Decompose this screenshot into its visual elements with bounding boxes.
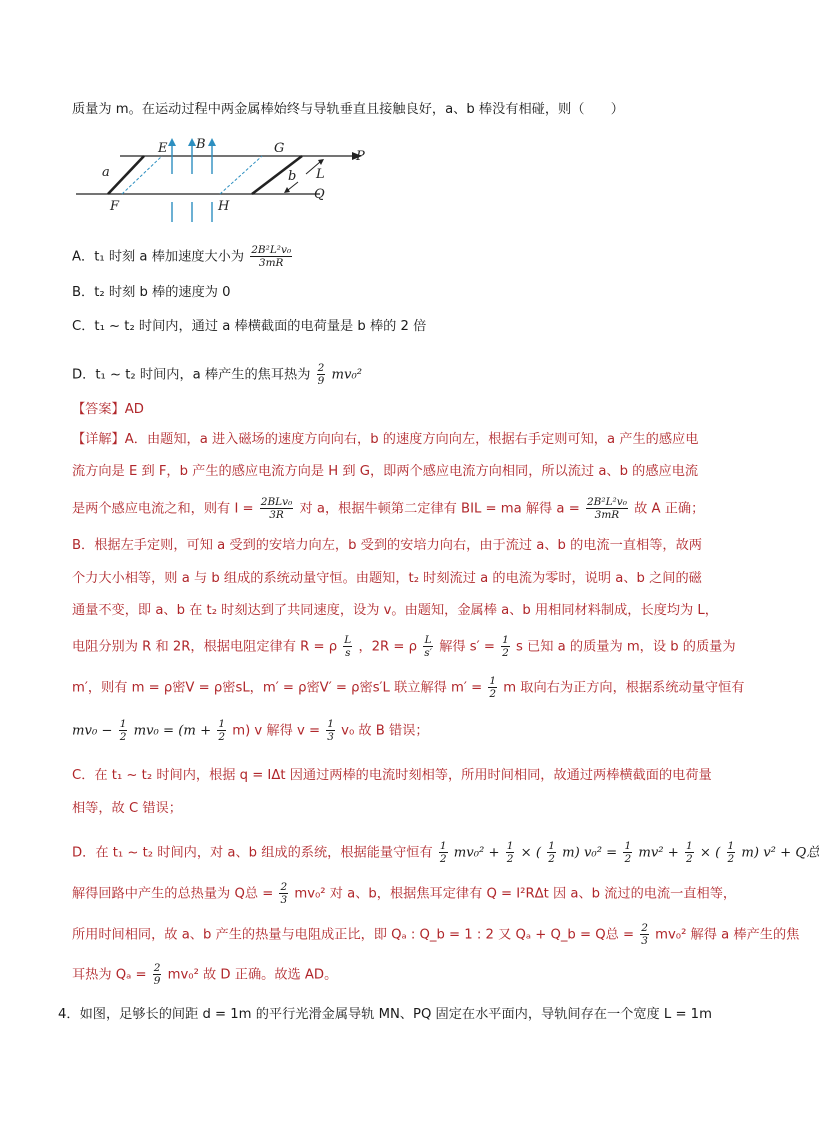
detail-line-11: 相等，故 C 错误；	[72, 801, 182, 816]
detail-line-12: D．在 t₁ ~ t₂ 时间内，对 a、b 组成的系统，根据能量守恒有 $\frac{1}{2}$ mv₀² + $\frac{1}{2}$ × ( $\frac{1}{2}$ m) v₀² = $\frac{1}{2}$ mv² + $\frac{1}{2}$ × ( $\frac{1}{2}$ m) v² + Q总	[72, 840, 819, 865]
detail-line-8: m′，则有 m = ρ密V = ρ密sL，m′ = ρ密V′ = ρ密s′L 联立解得 m′ = $\frac{1}{2}$ m 取向右为正方向，根据系统动量守恒有	[72, 675, 745, 700]
l-arrowhead-down	[284, 187, 290, 193]
detail-line-5: 个力大小相等，则 a 与 b 组成的系统动量守恒。由题知，t₂ 时刻流过 a 的电流为零时，说明 a、b 之间的磁	[72, 571, 702, 586]
label-b: B	[196, 137, 206, 152]
detail-line-4: B．根据左手定则，可知 a 受到的安培力向左，b 受到的安培力向右，由于流过 a、b 的电流一直相等，故两	[72, 538, 702, 553]
option-d-suffix: mv₀²	[331, 367, 363, 383]
option-a-text: A．t₁ 时刻 a 棒加速度大小为	[72, 249, 245, 265]
label-l: L	[316, 167, 325, 182]
rail-diagram	[72, 130, 372, 230]
option-d	[72, 362, 362, 387]
label-q: Q	[314, 187, 325, 202]
label-f: F	[110, 199, 120, 214]
detail-line-6: 通量不变，即 a、b 在 t₂ 时刻达到了共同速度，设为 v。由题知，金属棒 a、b 用相同材料制成，长度均为 L，	[72, 603, 718, 618]
label-a: a	[102, 165, 110, 180]
field-arrowhead-2	[188, 138, 196, 146]
label-bar-b: b	[288, 169, 297, 184]
bar-a	[108, 156, 144, 194]
question-intro: 质量为 m。在运动过程中两金属棒始终与导轨垂直且接触良好，a、b 棒没有相碰，则（ ）	[72, 102, 624, 117]
answer-label: 【答案】AD	[72, 402, 144, 417]
detail-line-15: 耳热为 Qₐ = $\frac{2}{9}$ mv₀² 故 D 正确。故选 AD。	[72, 962, 338, 987]
next-question: 4．如图，足够长的间距 d = 1m 的平行光滑金属导轨 MN、PQ 固定在水平面内，导轨间存在一个宽度 L = 1m	[58, 1007, 712, 1022]
option-d-text: D．t₁ ~ t₂ 时间内，a 棒产生的焦耳热为	[72, 367, 311, 383]
option-a-fraction: $\frac{\text{2B²L²v₀}}{3mR}$	[251, 244, 292, 269]
boundary-gh	[220, 156, 262, 194]
field-arrowhead-1	[168, 138, 176, 146]
option-c: C．t₁ ~ t₂ 时间内，通过 a 棒横截面的电荷量是 b 棒的 2 倍	[72, 319, 427, 334]
option-a	[72, 244, 294, 269]
detail-line-14: 所用时间相同，故 a、b 产生的热量与电阻成正比，即 Qₐ : Q_b = 1 : 2 又 Qₐ + Q_b = Q总 = $\frac{2}{3}$ mv₀² 解得 a 棒产生的焦	[72, 922, 800, 947]
detail-line-1: 【详解】A．由题知，a 进入磁场的速度方向向右，b 的速度方向向左，根据右手定则可知，a 产生的感应电	[72, 432, 699, 447]
field-arrowhead-3	[208, 138, 216, 146]
detail-line-2: 流方向是 E 到 F，b 产生的感应电流方向是 H 到 G，即两个感应电流方向相同，所以流过 a、b 的感应电流	[72, 464, 699, 479]
label-h: H	[218, 199, 230, 214]
detail-line-3: 是两个感应电流之和，则有 I = $\frac{\text{2BLv₀}}{3R}$ 对 a，根据牛顿第二定律有 BIL = ma 解得 a = $\frac{\text{2B²L²v₀}}{3mR}$ 故 A 正确；	[72, 496, 705, 521]
option-b: B．t₂ 时刻 b 棒的速度为 0	[72, 285, 231, 300]
boundary-ef	[122, 156, 162, 194]
option-d-fraction: $\frac{2}{9}$	[317, 362, 325, 387]
l-arrowhead-up	[318, 159, 324, 165]
label-p: P	[356, 149, 365, 164]
label-e: E	[158, 141, 168, 156]
label-g: G	[274, 141, 285, 156]
detail-line-7: 电阻分别为 R 和 2R，根据电阻定律有 R = ρ $\frac{L}{s}$ ，2R = ρ $\frac{L}{s'}$ 解得 s′ = $\frac{1}{2}$ s 已知 a 的质量为 m，设 b 的质量为	[72, 634, 736, 659]
detail-line-10: C．在 t₁ ~ t₂ 时间内，根据 q = IΔt 因通过两棒的电流时刻相等，所用时间相同，故通过两棒横截面的电荷量	[72, 768, 712, 783]
detail-line-13: 解得回路中产生的总热量为 Q总 = $\frac{2}{3}$ mv₀² 对 a、b，根据焦耳定律有 Q = I²RΔt 因 a、b 流过的电流一直相等，	[72, 881, 737, 906]
detail-line-9: mv₀ − $\frac{1}{2}$ mv₀ = (m + $\frac{1}{2}$ m) v 解得 v = $\frac{1}{3}$ v₀ 故 B 错误；	[72, 718, 429, 743]
